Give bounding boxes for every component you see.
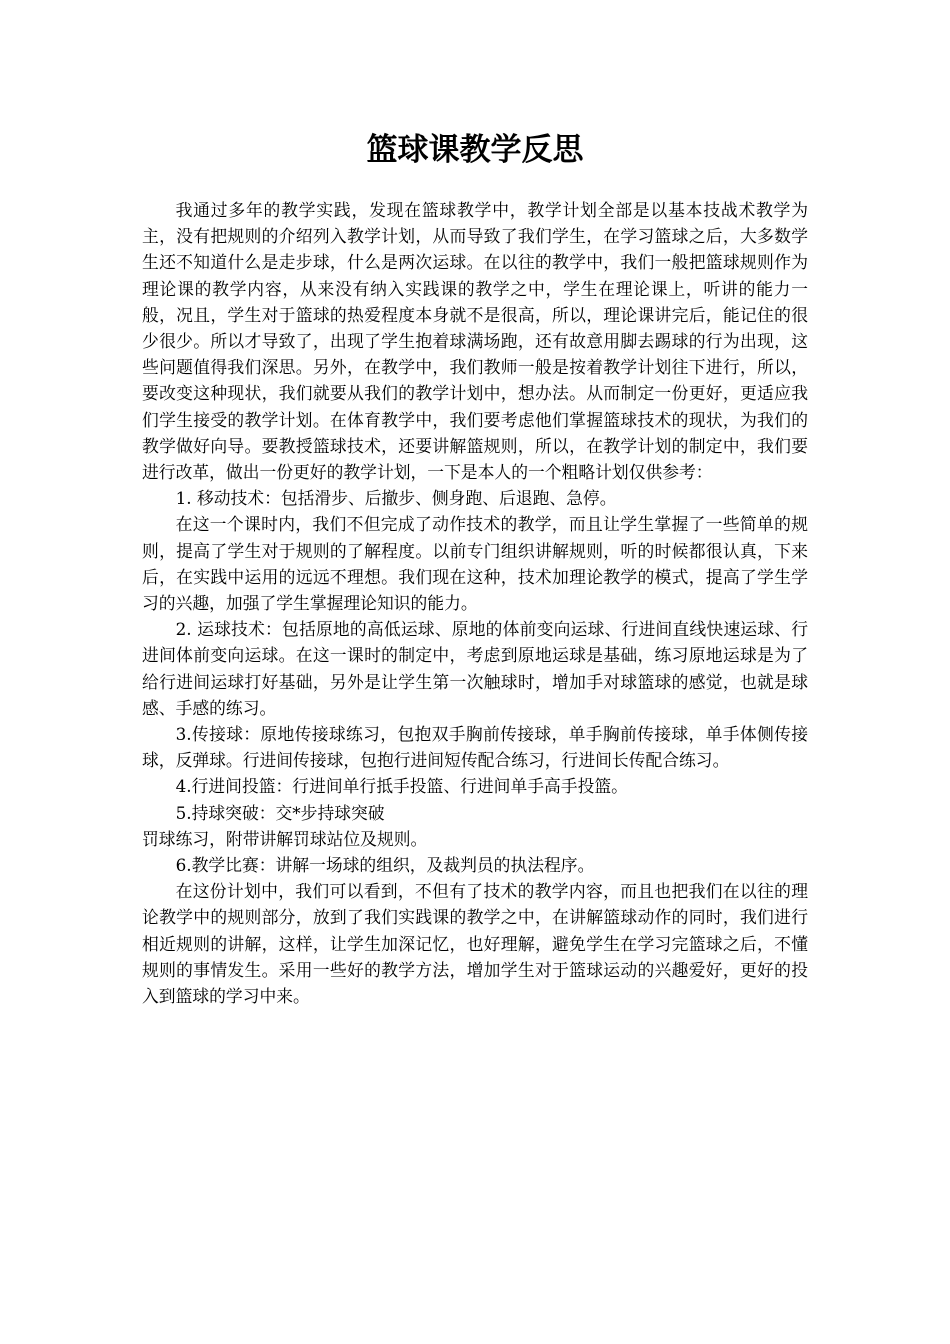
item-teaching-match: 6.教学比赛：讲解一场球的组织，及裁判员的执法程序。 (175, 855, 595, 876)
item-breakthrough: 5.持球突破：交*步持球突破 (175, 802, 385, 823)
item-layup: 4.行进间投篮：行进间单行抵手投篮、行进间单手高手投篮。 (175, 776, 628, 797)
free-throw-line: 罚球练习，附带讲解罚球站位及规则。 (142, 828, 428, 849)
document-title: 篮球课教学反思 (366, 132, 584, 168)
item-passing: 3.传接球：原地传接球练习，包抱双手胸前传接球，单手胸前传接球，单手体侧传接球，反弹球。行进间传接球，包抱行进间短传配合练习，行进间长传配合练习。 (142, 724, 808, 771)
document-body (142, 197, 808, 1009)
item-movement-technique: 1. 移动技术：包括滑步、后撤步、侧身跑、后退跑、急停。 (175, 488, 617, 509)
conclusion-paragraph: 在这份计划中，我们可以看到，不但有了技术的教学内容，而且也把我们在以往的理论教学中的规则部分，放到了我们实践课的教学之中，在讲解篮球动作的同时，我们进行相近规则的讲解，这样，让学生加深记忆，也好理解，避免学生在学习完篮球之后，不懂规则的事情发生。采用一些好的教学方法，增加学生对于篮球运动的兴趣爱好，更好的投入到篮球的学习中来。 (142, 881, 808, 1007)
item-dribbling-technique: 2. 运球技术：包括原地的高低运球、原地的体前变向运球、行进间直线快速运球、行进间体前变向运球。在这一课时的制定中，考虑到原地运球是基础，练习原地运球是为了给行进间运球打好基础，另外是让学生第一次触球时，增加手对球篮球的感觉，也就是球感、手感的练习。 (142, 619, 808, 718)
movement-explanation-paragraph: 在这一个课时内，我们不但完成了动作技术的教学，而且让学生掌握了一些简单的规则，提高了学生对于规则的了解程度。以前专门组织讲解规则，听的时候都很认真，下来后，在实践中运用的远远不理想。我们现在这种，技术加理论教学的模式，提高了学生学习的兴趣，加强了学生掌握理论知识的能力。 (142, 514, 808, 614)
intro-paragraph: 我通过多年的教学实践，发现在篮球教学中，教学计划全部是以基本技战术教学为主，没有把规则的介绍列入教学计划，从而导致了我们学生，在学习篮球之后，大多数学生还不知道什么是走步球，什么是两次运球。在以往的教学中，我们一般把篮球规则作为理论课的教学内容，从来没有纳入实践课的教学之中，学生在理论课上，听讲的能力一般，况且，学生对于篮球的热爱程度本身就不是很高，所以，理论课讲完后，能记住的很少很少。所以才导致了，出现了学生抱着球满场跑，还有故意用脚去踢球的行为出现，这些问题值得我们深思。另外，在教学中，我们教师一般是按着教学计划往下进行，所以，要改变这种现状，我们就要从我们的教学计划中，想办法。从而制定一份更好，更适应我们学生接受的教学计划。在体育教学中，我们要考虑他们掌握篮球技术的现状，为我们的教学做好向导。要教授篮球技术，还要讲解篮规则，所以，在教学计划的制定中，我们要进行改革，做出一份更好的教学计划，一下是本人的一个粗略计划仅供参考： (142, 200, 808, 483)
